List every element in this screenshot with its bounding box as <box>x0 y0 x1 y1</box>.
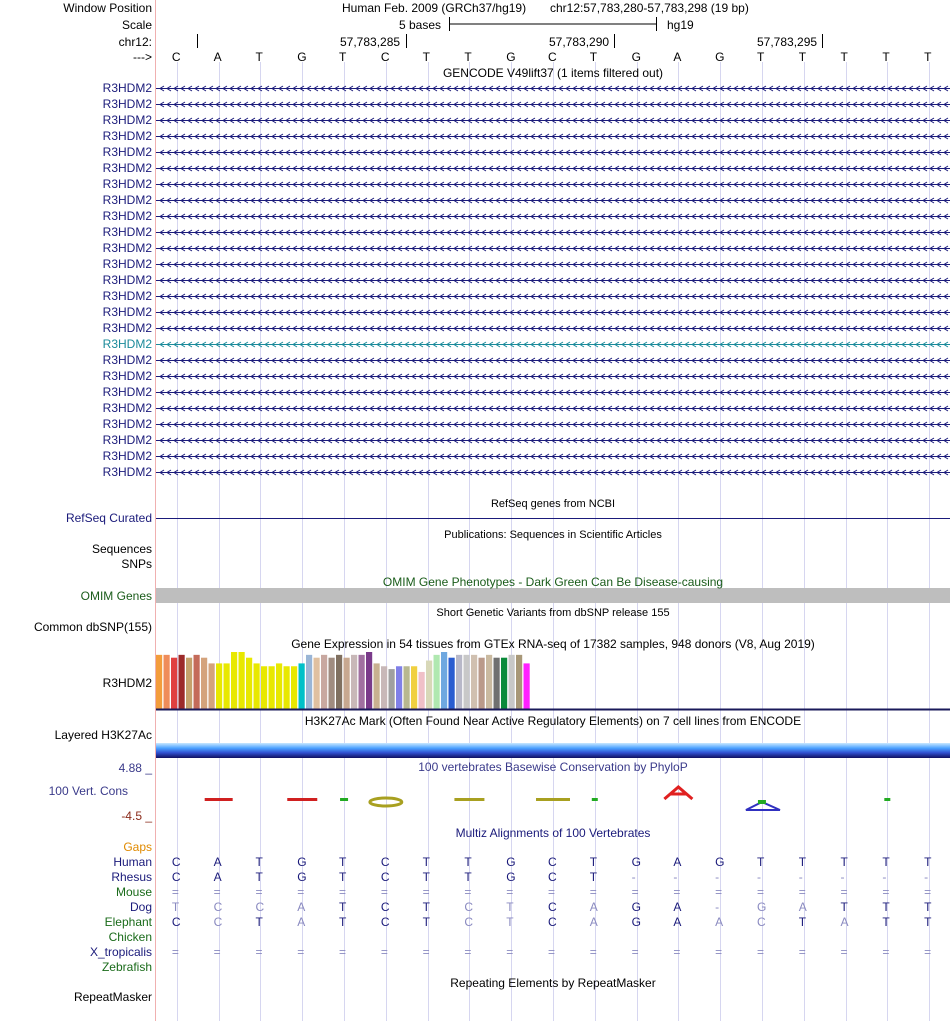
alignment-base: C <box>548 855 557 869</box>
gtex-tissue-bar <box>381 666 387 709</box>
refseq-track-label[interactable]: RefSeq Curated <box>65 511 152 525</box>
alignment-base: = <box>464 885 472 899</box>
alignment-base: - <box>756 870 761 884</box>
gtex-tissue-bar <box>359 655 365 709</box>
alignment-base: = <box>380 885 388 899</box>
alignment-base: = <box>673 945 681 959</box>
gencode-transcript-label[interactable]: R3HDM2 <box>102 449 152 463</box>
gencode-transcript-label[interactable]: R3HDM2 <box>102 81 152 95</box>
species-label[interactable]: Dog <box>129 900 152 914</box>
alignment-base: = <box>798 945 806 959</box>
gtex-tissue-bar <box>216 663 222 709</box>
alignment-base: - <box>715 900 720 914</box>
gtex-tissue-bar <box>419 672 425 709</box>
coord-label: 57,783,295 <box>757 35 818 49</box>
alignment-base: T <box>506 900 514 914</box>
alignment-base: A <box>715 915 724 929</box>
alignment-base: C <box>464 900 474 914</box>
species-label[interactable]: Human <box>113 855 152 869</box>
position-readout: chr12:57,783,280-57,783,298 (19 bp) <box>550 1 749 15</box>
alignment-base: = <box>213 945 221 959</box>
gencode-transcript-label[interactable]: R3HDM2 <box>102 417 152 431</box>
gtex-tissue-bar <box>366 652 372 709</box>
db-label: hg19 <box>667 18 694 32</box>
gtex-tissue-bar <box>156 655 162 709</box>
alignment-base: A <box>673 915 682 929</box>
gencode-transcript-label[interactable]: R3HDM2 <box>102 225 152 239</box>
alignment-base: C <box>171 915 181 929</box>
alignment-base: A <box>589 915 598 929</box>
gencode-transcript-label[interactable]: R3HDM2 <box>102 97 152 111</box>
base-letter: T <box>882 50 890 64</box>
gtex-tissue-bar <box>254 663 260 709</box>
phylop-score-mark <box>536 798 570 801</box>
alignment-base: = <box>715 885 723 899</box>
alignment-base: T <box>798 855 807 869</box>
alignment-base: A <box>297 915 306 929</box>
gtex-tissue-bar <box>164 655 170 709</box>
gtex-tissue-bar <box>434 655 440 709</box>
gtex-tissue-bar <box>374 663 380 709</box>
alignment-base: = <box>255 885 263 899</box>
phylop-score-mark <box>592 798 598 801</box>
gtex-tissue-bar <box>269 666 275 709</box>
multiz-gaps-label: Gaps <box>123 840 152 854</box>
alignment-base: T <box>339 855 347 869</box>
gencode-transcript-label[interactable]: R3HDM2 <box>102 465 152 479</box>
base-letter: T <box>255 50 263 64</box>
alignment-base: T <box>422 855 430 869</box>
gtex-tissue-bar <box>426 661 432 709</box>
alignment-base: C <box>464 915 474 929</box>
alignment-base: T <box>422 870 430 884</box>
publications-track-title[interactable]: Publications: Sequences in Scientific Articles <box>444 529 662 541</box>
alignment-base: C <box>548 915 557 929</box>
publications-label-sequences[interactable]: Sequences <box>91 542 152 556</box>
phylop-score-mark <box>370 798 402 806</box>
alignment-base: T <box>798 915 807 929</box>
base-letter: T <box>798 50 807 64</box>
gtex-tissue-bar <box>479 658 485 709</box>
dbsnp-track-label[interactable]: Common dbSNP(155) <box>33 620 152 634</box>
gtex-tissue-bar <box>314 658 320 709</box>
gtex-tissue-bar <box>291 666 297 709</box>
gencode-transcript-label[interactable]: R3HDM2 <box>102 401 152 415</box>
gtex-tissue-bar <box>389 669 395 709</box>
gencode-transcript-label[interactable]: R3HDM2 <box>102 161 152 175</box>
base-letter: T <box>422 50 430 64</box>
alignment-base: A <box>213 855 222 869</box>
alignment-base: = <box>506 945 514 959</box>
alignment-base: A <box>840 915 849 929</box>
gencode-transcript-label[interactable]: R3HDM2 <box>102 193 152 207</box>
alignment-base: = <box>673 885 681 899</box>
alignment-base: = <box>924 945 932 959</box>
alignment-base: C <box>380 855 390 869</box>
alignment-base: = <box>297 945 305 959</box>
gencode-transcript-label[interactable]: R3HDM2 <box>102 273 152 287</box>
alignment-base: = <box>339 885 347 899</box>
base-letter: T <box>339 50 347 64</box>
alignment-base: T <box>339 915 347 929</box>
gtex-tissue-bar <box>224 663 230 709</box>
gtex-tissue-bar <box>494 658 500 709</box>
base-letter: A <box>673 50 682 64</box>
species-label[interactable]: X_tropicalis <box>89 945 152 959</box>
scale-bar-text: 5 bases <box>399 18 442 32</box>
alignment-base: G <box>506 870 516 884</box>
alignment-base: A <box>798 900 807 914</box>
gencode-transcript-label[interactable]: R3HDM2 <box>102 177 152 191</box>
gtex-tissue-bar <box>306 655 312 709</box>
gtex-tissue-bar <box>404 666 410 709</box>
alignment-base: G <box>756 900 767 914</box>
conservation-min-label: -4.5 _ <box>121 809 152 823</box>
gencode-transcript-label[interactable]: R3HDM2 <box>102 337 152 351</box>
alignment-base: T <box>171 900 180 914</box>
gtex-tissue-bar <box>471 655 477 709</box>
strand-toggle[interactable]: ---> <box>133 50 152 64</box>
gtex-tissue-bar <box>299 663 305 709</box>
alignment-base: T <box>464 855 472 869</box>
alignment-base: T <box>589 870 598 884</box>
alignment-base: C <box>380 900 390 914</box>
gtex-tissue-bar <box>449 658 455 709</box>
alignment-base: A <box>673 855 682 869</box>
chrom-label: chr12: <box>118 35 152 49</box>
conservation-track-label[interactable]: 100 Vert. Cons <box>48 784 128 798</box>
window-position-label: Window Position <box>63 1 152 15</box>
alignment-base: = <box>840 885 848 899</box>
alignment-base: T <box>756 855 765 869</box>
base-letter: T <box>840 50 848 64</box>
alignment-base: C <box>380 870 390 884</box>
alignment-base: T <box>882 855 890 869</box>
alignment-base: T <box>924 855 932 869</box>
alignment-base: T <box>882 915 890 929</box>
alignment-base: T <box>924 915 932 929</box>
alignment-base: = <box>422 945 430 959</box>
alignment-base: = <box>589 885 597 899</box>
alignment-base: = <box>882 885 890 899</box>
base-letter: G <box>631 50 641 64</box>
gtex-tissue-bar <box>509 655 515 709</box>
alignment-base: - <box>840 870 845 884</box>
gtex-tissue-bar <box>194 655 200 709</box>
alignment-base: C <box>380 915 390 929</box>
alignment-base: - <box>715 870 720 884</box>
gtex-track-label[interactable]: R3HDM2 <box>102 676 152 690</box>
alignment-base: = <box>506 885 514 899</box>
alignment-base: C <box>255 900 265 914</box>
repeatmasker-track-label[interactable]: RepeatMasker <box>73 990 152 1004</box>
refseq-track-title[interactable]: RefSeq genes from NCBI <box>490 498 616 510</box>
alignment-base: T <box>840 855 848 869</box>
phylop-score-mark <box>340 798 348 801</box>
h3k27ac-signal-band <box>156 743 950 758</box>
alignment-base: C <box>213 900 223 914</box>
conservation-max-label: 4.88 _ <box>118 761 152 775</box>
alignment-base: = <box>255 945 263 959</box>
omim-gene-bar <box>156 588 950 603</box>
gencode-transcript-label[interactable]: R3HDM2 <box>102 353 152 367</box>
alignment-base: = <box>756 945 764 959</box>
alignment-base: = <box>422 885 430 899</box>
base-letter: T <box>924 50 932 64</box>
alignment-base: T <box>255 915 263 929</box>
base-letter: C <box>548 50 557 64</box>
gtex-tissue-bar <box>336 655 342 709</box>
gtex-tissue-bar <box>239 652 245 709</box>
gtex-track-title[interactable]: Gene Expression in 54 tissues from GTEx RNA-seq of 17382 samples, 948 donors (V8, Aug 2019) <box>291 637 815 651</box>
species-label[interactable]: Rhesus <box>111 870 152 884</box>
phylop-score-mark <box>454 798 484 801</box>
multiz-track-title[interactable]: Multiz Alignments of 100 Vertebrates <box>455 826 651 840</box>
alignment-base: T <box>422 915 430 929</box>
species-label[interactable]: Chicken <box>108 930 152 944</box>
alignment-base: G <box>631 915 641 929</box>
gtex-tissue-bar <box>456 655 462 709</box>
alignment-base: - <box>924 870 929 884</box>
gencode-transcript-label[interactable]: R3HDM2 <box>102 433 152 447</box>
gencode-transcript-label[interactable]: R3HDM2 <box>102 129 152 143</box>
alignment-base: = <box>213 885 221 899</box>
coord-label: 57,783,285 <box>340 35 401 49</box>
gtex-tissue-bar <box>441 652 447 709</box>
alignment-base: T <box>255 855 263 869</box>
alignment-base: G <box>631 900 641 914</box>
gencode-transcript-label[interactable]: R3HDM2 <box>102 257 152 271</box>
alignment-base: - <box>673 870 678 884</box>
gencode-transcript-label[interactable]: R3HDM2 <box>102 385 152 399</box>
gtex-tissue-bar <box>231 652 237 709</box>
base-letter: G <box>297 50 307 64</box>
h3k27ac-track-title[interactable]: H3K27Ac Mark (Often Found Near Active Regulatory Elements) on 7 cell lines from ENCODE <box>304 714 802 728</box>
omim-track-label[interactable]: OMIM Genes <box>80 589 152 603</box>
species-label[interactable]: Zebrafish <box>101 960 152 974</box>
gtex-tissue-bar <box>486 655 492 709</box>
alignment-base: = <box>631 945 639 959</box>
alignment-base: = <box>464 945 472 959</box>
alignment-base: C <box>213 915 223 929</box>
gtex-tissue-bar <box>524 663 530 709</box>
alignment-base: = <box>171 885 179 899</box>
repeatmasker-track-title[interactable]: Repeating Elements by RepeatMasker <box>450 976 656 990</box>
species-label[interactable]: Mouse <box>115 885 152 899</box>
phylop-score-mark <box>287 798 317 801</box>
gencode-transcript-label[interactable]: R3HDM2 <box>102 289 152 303</box>
dbsnp-track-title[interactable]: Short Genetic Variants from dbSNP release 155 <box>436 607 670 619</box>
base-letter: G <box>715 50 725 64</box>
base-letter: T <box>589 50 598 64</box>
alignment-base: T <box>255 870 263 884</box>
scale-label: Scale <box>121 18 152 32</box>
gtex-tissue-bar <box>179 655 185 709</box>
alignment-base: T <box>589 855 598 869</box>
gtex-tissue-bar <box>329 658 335 709</box>
h3k27ac-track-label[interactable]: Layered H3K27Ac <box>54 728 152 742</box>
alignment-base: T <box>506 915 514 929</box>
alignment-base: A <box>297 900 306 914</box>
alignment-base: G <box>631 855 641 869</box>
alignment-base: = <box>548 885 556 899</box>
gtex-tissue-bar <box>201 658 207 709</box>
alignment-base: = <box>631 885 639 899</box>
alignment-base: - <box>631 870 636 884</box>
publications-label-snps[interactable]: SNPs <box>121 557 152 571</box>
gtex-tissue-bar <box>351 655 357 709</box>
species-label[interactable]: Elephant <box>104 915 152 929</box>
alignment-base: = <box>589 945 597 959</box>
gtex-tissue-bar <box>171 658 177 709</box>
alignment-base: - <box>798 870 803 884</box>
alignment-base: G <box>297 855 307 869</box>
alignment-base: C <box>548 870 557 884</box>
base-letter: T <box>756 50 765 64</box>
alignment-base: = <box>171 945 179 959</box>
phylop-score-mark <box>884 798 890 801</box>
alignment-base: = <box>339 945 347 959</box>
gencode-transcript-label[interactable]: R3HDM2 <box>102 369 152 383</box>
alignment-base: = <box>715 945 723 959</box>
gtex-tissue-bar <box>276 663 282 709</box>
gtex-tissue-bar <box>464 655 470 709</box>
alignment-base: A <box>213 870 222 884</box>
alignment-base: G <box>506 855 516 869</box>
alignment-base: T <box>422 900 430 914</box>
alignment-base: A <box>589 900 598 914</box>
gencode-transcript-label[interactable]: R3HDM2 <box>102 209 152 223</box>
alignment-base: = <box>924 885 932 899</box>
gtex-tissue-bar <box>246 658 252 709</box>
alignment-base: = <box>840 945 848 959</box>
gtex-tissue-bar <box>516 655 522 709</box>
alignment-base: T <box>339 870 347 884</box>
base-letter: G <box>506 50 516 64</box>
assembly-title: Human Feb. 2009 (GRCh37/hg19) <box>342 1 527 15</box>
conservation-track-title[interactable]: 100 vertebrates Basewise Conservation by PhyloP <box>418 760 688 774</box>
gtex-tissue-bar <box>209 663 215 709</box>
alignment-base: C <box>756 915 766 929</box>
alignment-base: G <box>715 855 725 869</box>
alignment-base: = <box>798 885 806 899</box>
alignment-base: C <box>548 900 557 914</box>
base-letter: T <box>464 50 472 64</box>
base-letter: C <box>380 50 390 64</box>
alignment-base: - <box>882 870 887 884</box>
gencode-transcript-label[interactable]: R3HDM2 <box>102 145 152 159</box>
gtex-tissue-bar <box>411 666 417 709</box>
phylop-score-mark <box>205 798 233 801</box>
alignment-base: A <box>673 900 682 914</box>
gtex-tissue-bar <box>396 666 402 709</box>
gtex-tissue-bar <box>321 655 327 709</box>
gtex-tissue-bar <box>284 666 290 709</box>
coord-label: 57,783,290 <box>549 35 610 49</box>
phylop-score-mark <box>758 800 766 804</box>
alignment-base: T <box>840 900 848 914</box>
alignment-base: = <box>297 885 305 899</box>
gencode-track-title[interactable]: GENCODE V49lift37 (1 items filtered out) <box>442 66 664 80</box>
alignment-base: G <box>297 870 307 884</box>
base-letter: A <box>213 50 222 64</box>
gencode-transcript-label[interactable]: R3HDM2 <box>102 305 152 319</box>
gtex-tissue-bar <box>501 658 507 709</box>
alignment-base: T <box>924 900 932 914</box>
gtex-tissue-bar <box>261 666 267 709</box>
gtex-tissue-bar <box>344 658 350 709</box>
gencode-transcript-label[interactable]: R3HDM2 <box>102 321 152 335</box>
alignment-base: T <box>464 870 472 884</box>
gtex-tissue-bar <box>186 658 192 709</box>
alignment-base: = <box>882 945 890 959</box>
alignment-base: = <box>548 945 556 959</box>
alignment-base: = <box>756 885 764 899</box>
omim-track-title[interactable]: OMIM Gene Phenotypes - Dark Green Can Be Disease-causing <box>382 575 724 589</box>
alignment-base: T <box>882 900 890 914</box>
alignment-base: C <box>171 855 181 869</box>
base-letter: C <box>171 50 181 64</box>
alignment-base: = <box>380 945 388 959</box>
gencode-transcript-label[interactable]: R3HDM2 <box>102 241 152 255</box>
gencode-transcript-label[interactable]: R3HDM2 <box>102 113 152 127</box>
alignment-base: T <box>339 900 347 914</box>
alignment-base: C <box>171 870 181 884</box>
